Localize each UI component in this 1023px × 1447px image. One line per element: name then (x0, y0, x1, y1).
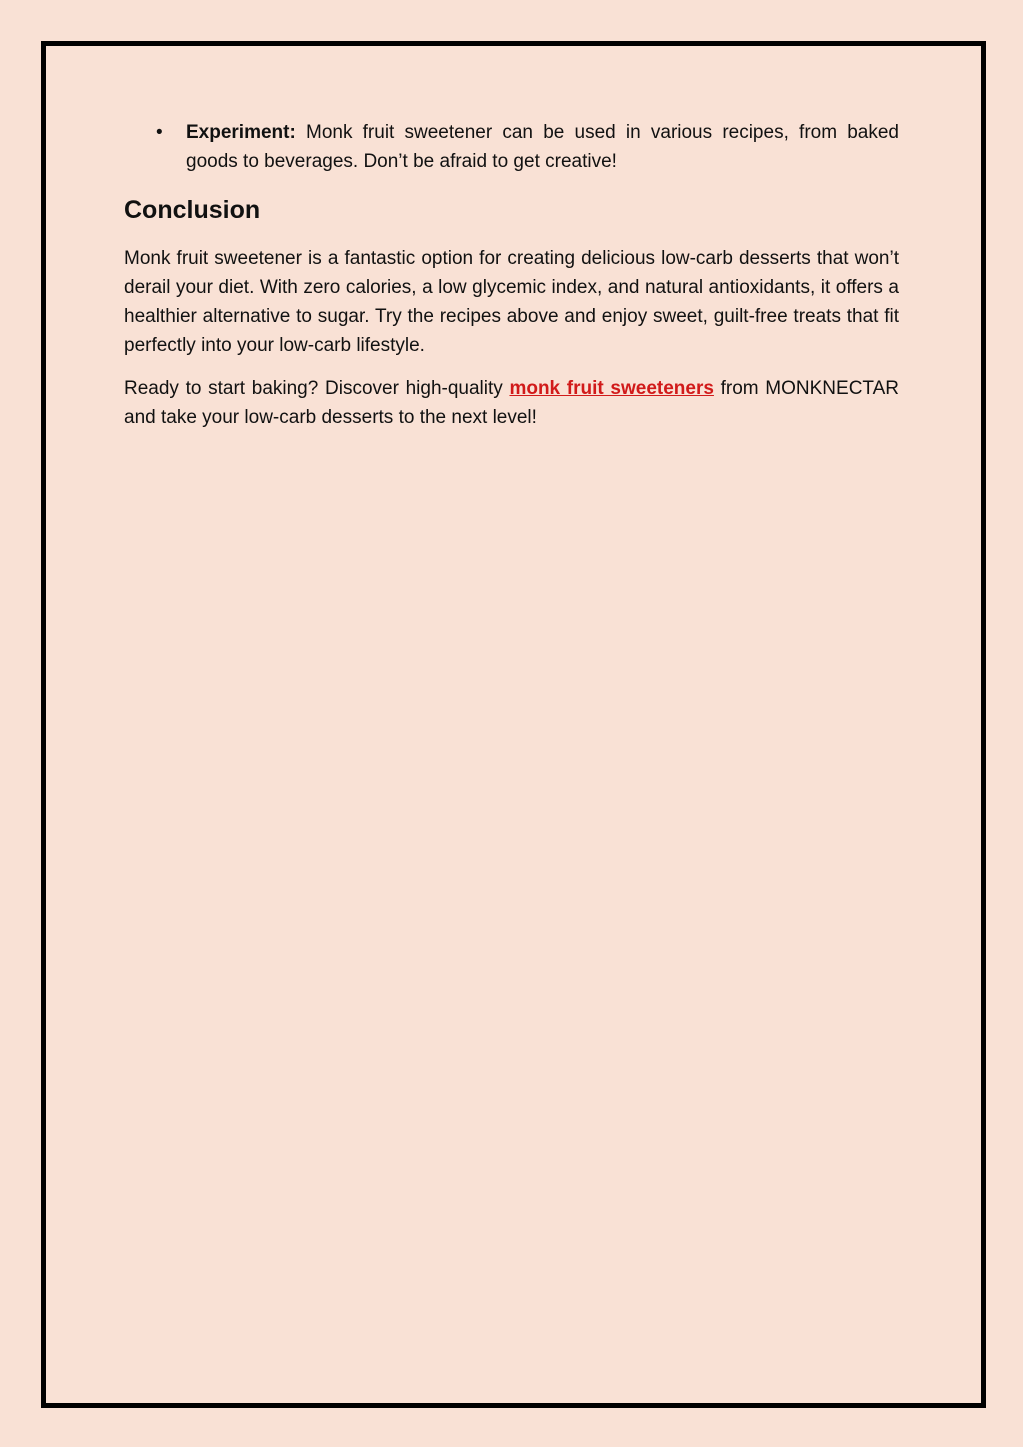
tips-list (124, 118, 899, 176)
bullet-label: Experiment: (186, 122, 296, 143)
monk-fruit-sweeteners-link[interactable]: monk fruit sweeteners (509, 378, 714, 399)
document-content (124, 118, 899, 432)
conclusion-heading: Conclusion (124, 196, 261, 224)
list-item (124, 118, 899, 176)
bullet-icon: • (156, 122, 163, 143)
cta-text-after: from MONKNECTAR and take your low-carb desserts to the next level! (124, 378, 900, 428)
call-to-action-paragraph (124, 374, 899, 432)
cta-text-before: Ready to start baking? Discover high-quality (124, 378, 510, 399)
bullet-text: Monk fruit sweetener can be used in various recipes, from baked goods to beverages. Don’t be afraid to get creative! (186, 122, 899, 172)
conclusion-paragraph: Monk fruit sweetener is a fantastic option for creating delicious low-carb desserts that won’t derail your diet. With zero calories, a low glycemic index, and natural antioxidants, it offers a healthier alternative to sugar. Try the recipes above and enjoy sweet, guilt-free treats that fit perfectly into your low-carb lifestyle. (124, 248, 899, 356)
